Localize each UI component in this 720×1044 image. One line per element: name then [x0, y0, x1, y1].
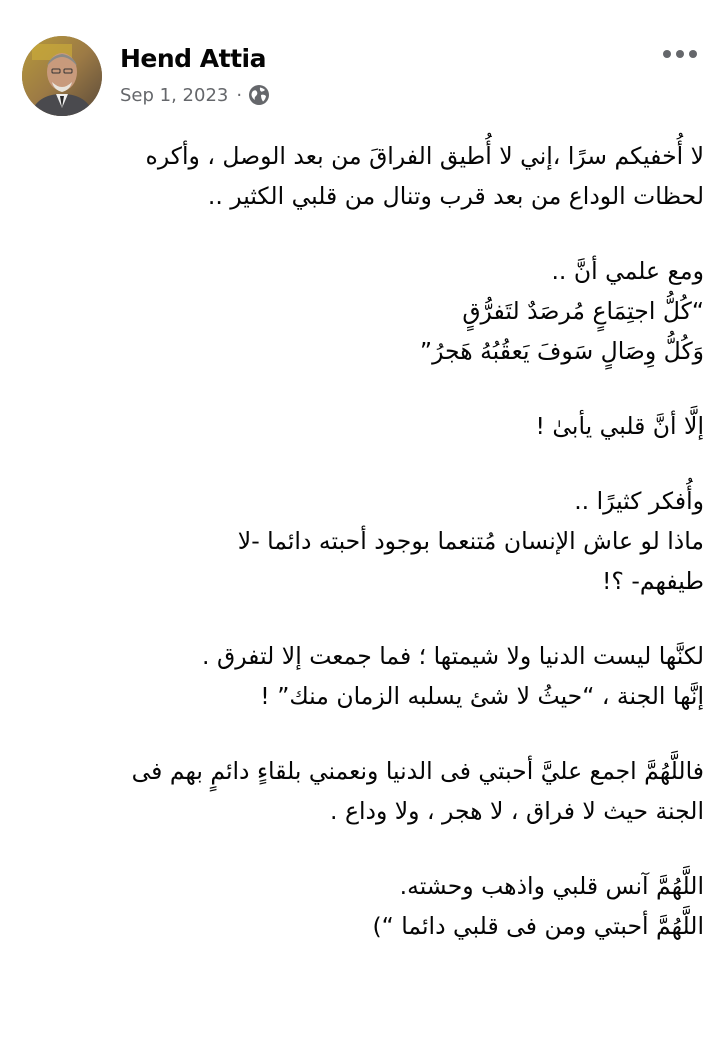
post-line: فاللَّهُمَّ اجمع عليَّ أحبتي فى الدنيا ونعمني بلقاءٍ دائمٍ بهم فى — [131, 757, 704, 785]
post-line: لحظات الوداع من بعد قرب وتنال من قلبي الكثير .. — [207, 182, 704, 210]
paragraph-gap — [14, 216, 704, 251]
post-meta — [120, 84, 270, 106]
post-line: لكنَّها ليست الدنيا ولا شيمتها ؛ فما جمعت إلا لتفرق . — [202, 642, 704, 670]
more-options-button[interactable] — [660, 36, 700, 72]
paragraph-gap — [14, 446, 704, 481]
post-date[interactable]: Sep 1, 2023 — [120, 84, 229, 106]
paragraph-gap — [14, 716, 704, 751]
post-line: إلَّا أنَّ قلبي يأبىٰ ! — [535, 412, 704, 440]
author-name[interactable]: Hend Attia — [120, 44, 266, 73]
post-line: الجنة حيث لا فراق ، لا هجر ، ولا وداع . — [330, 797, 704, 825]
paragraph-gap — [14, 601, 704, 636]
post-line: اللَّهُمَّ آنس قلبي واذهب وحشته. — [399, 872, 704, 900]
globe-icon[interactable] — [248, 84, 270, 106]
post-header — [22, 36, 702, 120]
post-line: وأُفكر كثيرًا .. — [574, 487, 704, 515]
meta-separator: · — [236, 84, 243, 106]
avatar[interactable] — [22, 36, 102, 116]
paragraph-gap — [14, 831, 704, 866]
post-line: إنَّها الجنة ، “حيثُ لا شئ يسلبه الزمان منك” ! — [260, 682, 704, 710]
post-line: ومع علمي أنَّ .. — [551, 257, 704, 285]
post-line: ماذا لو عاش الإنسان مُتنعما بوجود أحبته دائما -لا — [237, 527, 704, 555]
post-body — [14, 136, 704, 946]
post-line: طيفهم- ؟! — [602, 567, 704, 595]
avatar-photo — [22, 36, 102, 116]
post-line: “كُلُّ اجتِمَاعٍ مُرصَدٌ لتَفرُّقٍ — [462, 297, 704, 325]
post-line: وَكُلُّ وِصَالٍ سَوفَ يَعقُبُهُ هَجرُ” — [419, 337, 704, 365]
post-line: لا أُخفيكم سرًا ،إني لا أُطيق الفراقَ من بعد الوصل ، وأكره — [145, 142, 704, 170]
paragraph-gap — [14, 371, 704, 406]
more-options-icon — [660, 49, 700, 59]
post-line: اللَّهُمَّ أحبتي ومن فى قلبي دائما “) — [372, 912, 704, 940]
